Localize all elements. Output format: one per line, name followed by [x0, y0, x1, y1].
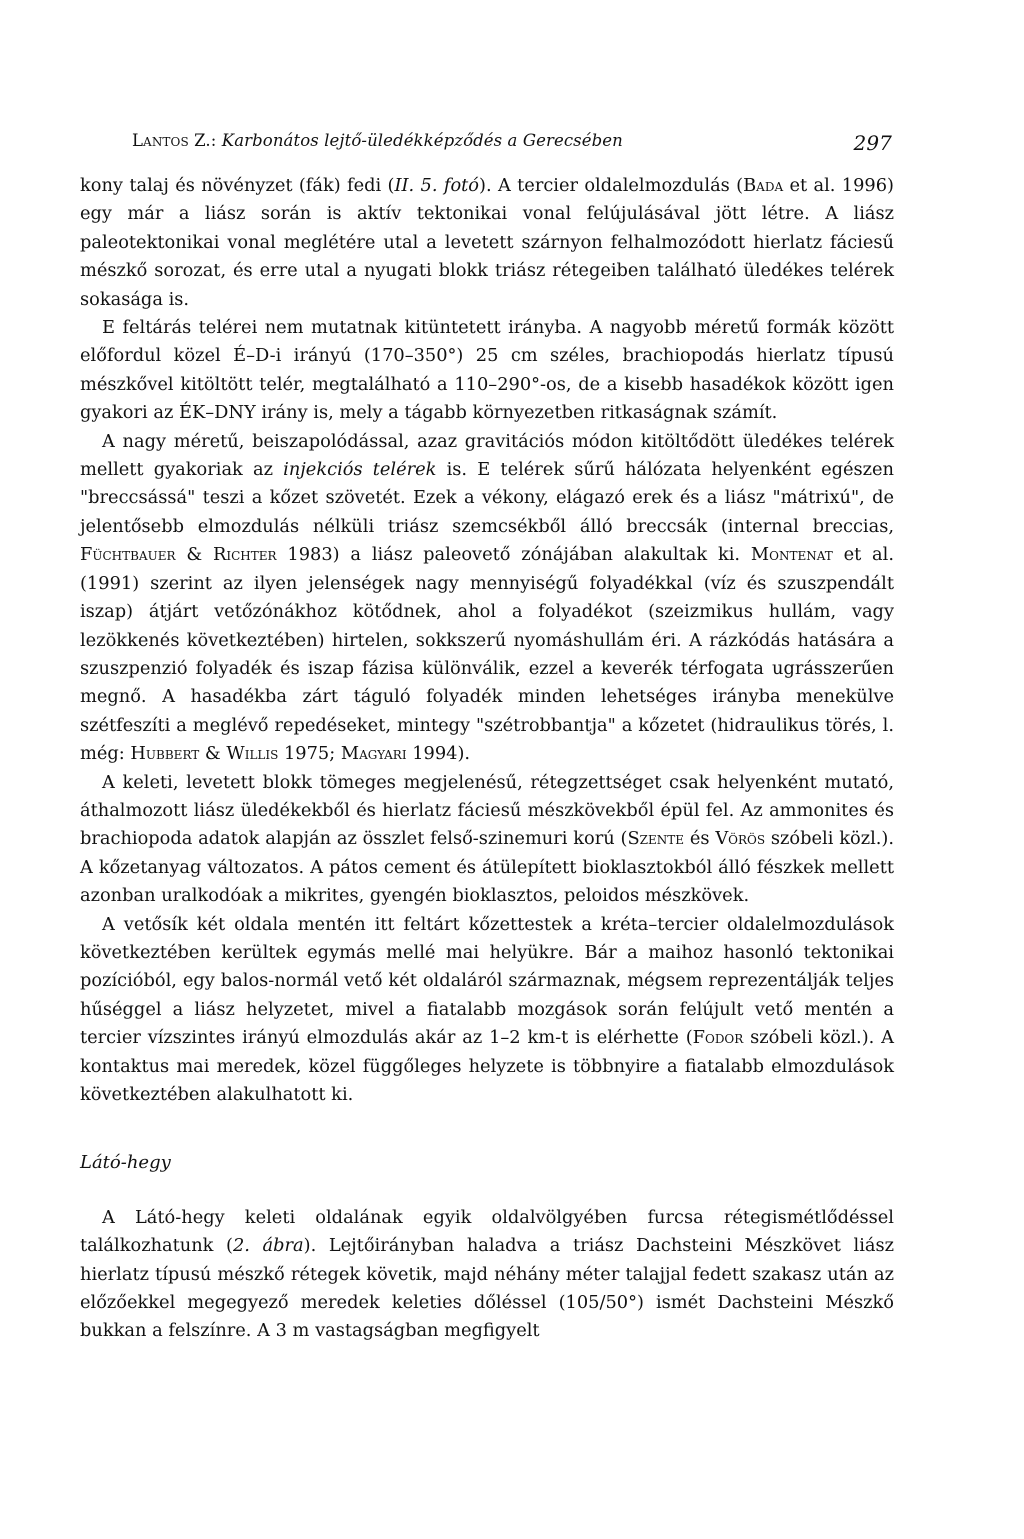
- header-author: Lantos Z.:: [132, 131, 217, 150]
- page-number: 297: [853, 131, 892, 155]
- paragraph: A keleti, levetett blokk tömeges megjelenésű, rétegzettséget csak helyenként mutató, áthalmozott liász üledékekből és hierlatz fáciesű mészkövekből épül fel. Az ammonites és brachiopoda adatok alapján az összlet felső-szinemuri korú (Szente és Vörös szóbeli közl.). A kőzetanyag változatos. A pátos cement és átülepített bioklasztokból álló fészkek mellett azonban uralkodóak a mikrites, gyengén bioklasztos, peloidos mészkövek.: [80, 771, 894, 907]
- citation-author: Fodor: [692, 1027, 744, 1049]
- photo-reference: II. 5. fotó: [394, 175, 480, 196]
- body-text: [80, 172, 894, 1346]
- paragraph: A vetősík két oldala mentén itt feltárt kőzettestek a kréta–tercier oldalelmozdulások következtében kerültek egymás mellé mai helyükre. Bár a maihoz hasonló tektonikai pozícióból, egy balos-normál vető két oldaláról származnak, mégsem reprezentálják teljes hűséggel a liász helyzetet, mivel a fiatalabb mozgások során felújult vető mentén a tercier vízszintes irányú elmozdulás akár az 1–2 km-t is elérhette (Fodor szóbeli közl.). A kontaktus mai meredek, közel függőleges helyzete is többnyire a fiatalabb elmozdulások következtében alakulhatott ki.: [80, 913, 894, 1105]
- section-heading: Látó-hegy: [80, 1152, 171, 1174]
- citation-author: Magyari: [340, 743, 407, 765]
- paragraph: E feltárás telérei nem mutatnak kitüntetett irányba. A nagyobb méretű formák között előfordul közel É–D-i irányú (170–350°) 25 cm széles, brachiopodás hierlatz típusú mészkővel kitöltött telér, megtalálható a 110–290°-os, de a kisebb hasadékok között igen gyakori az ÉK–DNY irány is, mely a tágabb környezetben ritkaságnak számít.: [80, 317, 894, 424]
- header-title: Karbonátos lejtő-üledékképződés a Gerecsében: [221, 131, 623, 150]
- figure-reference: 2. ábra: [232, 1235, 304, 1257]
- citation-author: Richter: [213, 544, 277, 566]
- citation-author: Szente: [627, 828, 685, 850]
- paragraph: A nagy méretű, beiszapolódással, azaz gravitációs módon kitöltődött üledékes telérek mellett gyakoriak az injekciós telérek is. E telérek sűrű hálózata helyenként egészen "breccsássá" teszi a kőzet szövetét. Ezek a vékony, elágazó erek és a liász "mátrixú", de jelentősebb elmozdulás nélküli triász szemcsékből álló breccsák (internal breccias, Füchtbauer & Richter 1983) a liász paleovető zónájában alakultak ki. Montenat et al. (1991) szerint az ilyen jelenségek nagy mennyiségű folyadékkal (víz és szuszpendált iszap) átjárt vetőzónákhoz kötődnek, ahol a folyadékot (szeizmikus hullám, vagy lezökkenés következtében) hirtelen, sokkszerű nyomáshullám éri. A rázkódás hatására a szuszpenzió folyadék és iszap fázisa különválik, ezzel a keverék térfogata ugrásszerűen megnő. A hasadékba zárt táguló folyadék minden lehetséges irányba menekülve szétfeszíti a meglévő repedéseket, mintegy "szétrobbantja" a kőzetet (hidraulikus törés, l. még: Hubbert & Willis 1975; Magyari 1994).: [80, 430, 895, 765]
- citation-author: Montenat: [750, 544, 833, 566]
- citation-author: Hubbert: [130, 743, 200, 765]
- citation-author: Vörös: [715, 828, 766, 850]
- citation-author: Bada: [743, 175, 784, 196]
- citation-author: Willis: [226, 743, 279, 765]
- emphasis-term: injekciós telérek: [283, 459, 437, 481]
- citation-author: Füchtbauer: [80, 544, 176, 566]
- running-head: [132, 131, 892, 155]
- paragraph: kony talaj és növényzet (fák) fedi (II. 5. fotó). A tercier oldalelmozdulás (Bada et al. 1996) egy már a liász során is aktív tektonikai vonal felújulásával jött létre. A liász paleotektonikai vonal meglétére utal a levetett szárnyon felhalmozódott hierlatz fáciesű mészkő sorozat, és erre utal a nyugati blokk triász rétegeiben található üledékes telérek sokasága is.: [80, 175, 894, 310]
- paragraph: A Látó-hegy keleti oldalának egyik oldalvölgyében furcsa rétegismétlődéssel találkozhatunk (2. ábra). Lejtőirányban haladva a triász Dachsteini Mészkövet liász hierlatz típusú mészkő rétegek követik, majd néhány méter talajjal fedett szakasz után az előzőekkel megegyező meredek keleties dőléssel (105/50°) ismét Dachsteini Mészkő bukkan a felszínre. A 3 m vastagságban megfigyelt: [80, 1206, 894, 1342]
